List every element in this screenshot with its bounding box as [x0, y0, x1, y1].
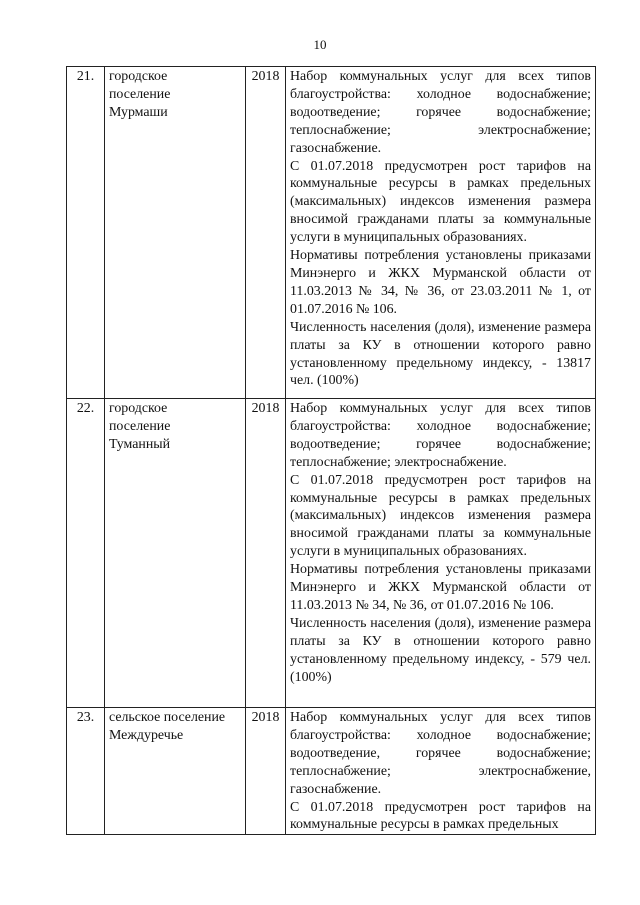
settlement-name: [105, 399, 246, 708]
settlement-name-line: сельское поселение: [109, 710, 226, 725]
description-paragraph: С 01.07.2018 предусмотрен рост тарифов на коммунальные ресурсы в рамках предельных (максимальных) индексов изменения размера вносимой гражданами платы за коммунальные услуги в муниципальных образованиях.: [290, 472, 591, 560]
row-number: 22.: [67, 399, 105, 708]
table-row: [67, 67, 596, 399]
description-paragraph: Нормативы потребления установлены приказами Минэнерго и ЖКХ Мурманской области от 11.03.2013 № 34, № 36, от 23.03.2011 № 1, от 01.07.2016 № 106.: [290, 248, 591, 317]
description-cell: [286, 67, 596, 399]
settlement-name: [105, 67, 246, 399]
year-cell: 2018: [246, 67, 286, 399]
row-number: 21.: [67, 67, 105, 399]
year-cell: 2018: [246, 399, 286, 708]
description-paragraph: С 01.07.2018 предусмотрен рост тарифов на коммунальные ресурсы в рамках предельных: [290, 799, 591, 833]
year-cell: 2018: [246, 708, 286, 835]
settlement-name-line: Междуречье: [109, 727, 184, 743]
page-number: 10: [313, 37, 327, 52]
description-paragraph: С 01.07.2018 предусмотрен рост тарифов на коммунальные ресурсы в рамках предельных (максимальных) индексов изменения размера вносимой гражданами платы за коммунальные услуги в муниципальных образованиях.: [290, 158, 591, 246]
settlement-name-line: Мурмаши: [109, 104, 168, 120]
description-cell: [286, 399, 596, 708]
description-paragraph: Набор коммунальных услуг для всех типов благоустройства: холодное водоснабжение; водоотведение; горячее водоснабжение; теплоснабжение; электроснабжение.: [290, 401, 591, 470]
description-cell: [286, 708, 596, 835]
settlement-name-line: городское: [109, 69, 168, 84]
settlement-name-line: поселение: [109, 418, 171, 434]
settlement-name: [105, 708, 246, 835]
description-paragraph: Численность населения (доля), изменение размера платы за КУ в отношении которого равно установленному предельному индексу, - 13817 чел. (100%): [290, 319, 591, 389]
table-row: [67, 708, 596, 835]
settlement-name-line: Туманный: [109, 436, 171, 452]
settlement-name-line: городское: [109, 401, 168, 416]
description-paragraph: Набор коммунальных услуг для всех типов благоустройства: холодное водоснабжение; водоотведение, горячее водоснабжение; теплоснабжение; электроснабжение, газоснабжение.: [290, 710, 591, 797]
description-paragraph: Численность населения (доля), изменение размера платы за КУ в отношении которого равно установленному предельному индексу, - 579 чел. (100%): [290, 615, 591, 685]
row-number: 23.: [67, 708, 105, 835]
settlement-name-line: поселение: [109, 86, 171, 102]
tariff-table: [66, 66, 596, 835]
description-paragraph: Нормативы потребления установлены приказами Минэнерго и ЖКХ Мурманской области от 11.03.2013 № 34, № 36, от 01.07.2016 № 106.: [290, 562, 591, 613]
table-row: [67, 399, 596, 708]
description-paragraph: Набор коммунальных услуг для всех типов благоустройства: холодное водоснабжение; водоотведение; горячее водоснабжение; теплоснабжение; электроснабжение; газоснабжение.: [290, 69, 591, 156]
